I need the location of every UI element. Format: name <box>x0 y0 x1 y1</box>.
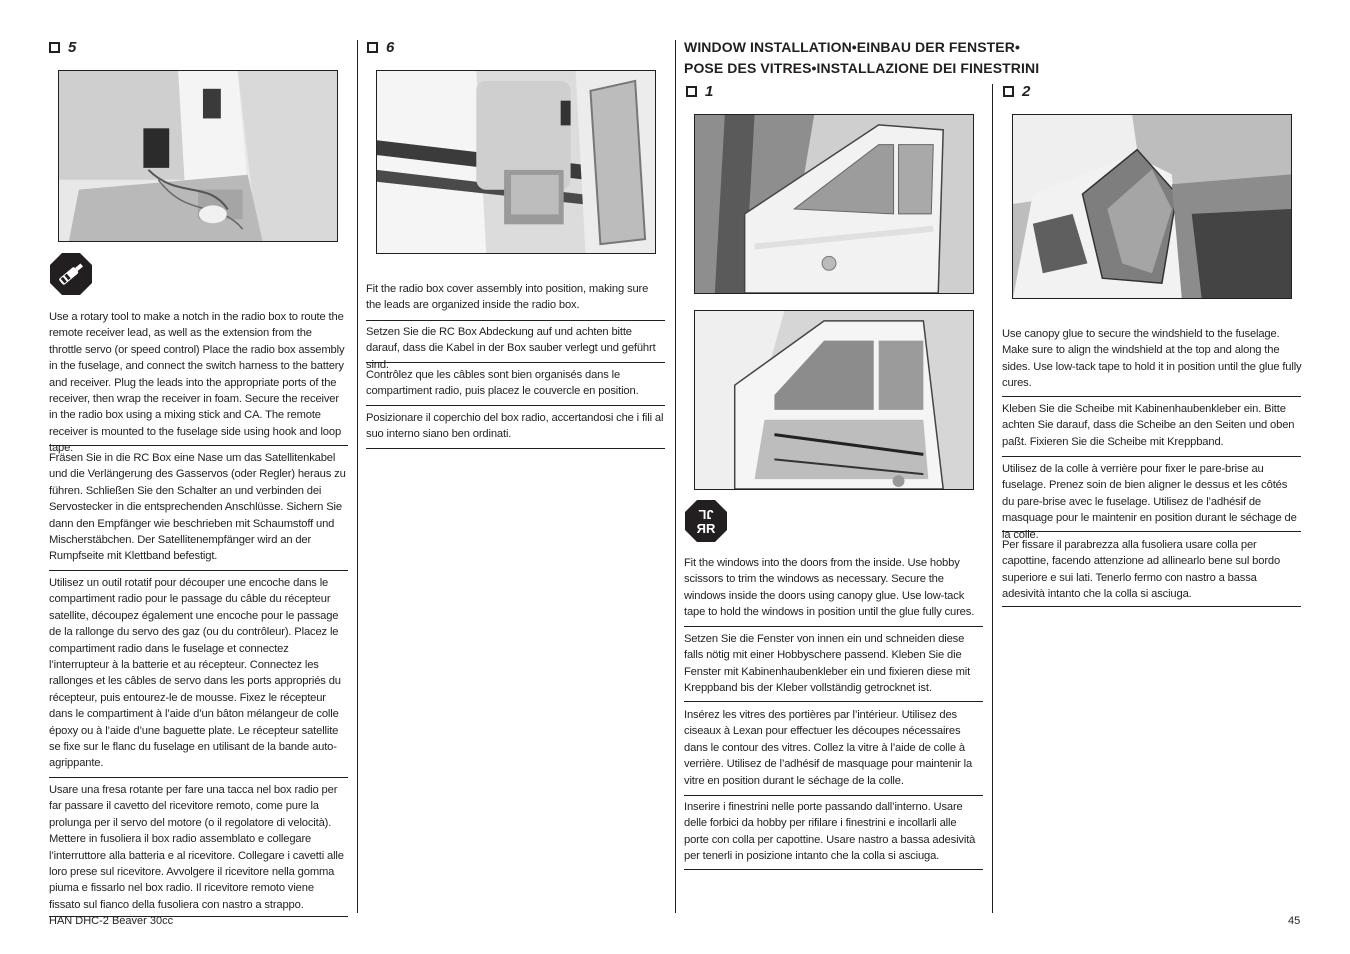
scissors-icon <box>685 500 727 542</box>
step-number: 6 <box>386 39 395 56</box>
col1-divider <box>49 445 348 446</box>
col4-text-fr: Utilisez de la colle à verrière pour fixer le pare-brise au fuselage. Prenez soin de bien aligner le dessus et les côtés du pare-brise avec le fuselage. Utilisez de l’adhésif de masquage pour le maintenir en position durant le séchage de la colle. <box>1002 463 1297 541</box>
col2-text-en: Fit the radio box cover assembly into position, making sure the leads are organized inside the radio box. <box>366 283 649 312</box>
col3-text-en: Fit the windows into the doors from the inside. Use hobby scissors to trim the windows as necessary. Secure the windows inside the doors using canopy glue. Use low-tack tape to hold the windows in position until the glue fully cures. <box>684 557 975 619</box>
col4-divider <box>1002 456 1301 457</box>
col1-text-en: Use a rotary tool to make a notch in the radio box to route the remote receiver lead, as well as the extension from the throttle servo (or speed control) Place the radio box assembly in the fuselage, and connect the switch harness to the battery and receiver. Plug the leads into the appropriate ports of the receiver, then wrap the receiver in foam. Secure the receiver in the radio box using a mixing stick and CA. The remote receiver is mounted to the fuselage side using hook and loop tape. <box>49 311 345 455</box>
section-heading <box>684 37 1039 79</box>
rotary-tool-icon <box>50 253 92 295</box>
step-5-marker <box>49 39 76 56</box>
col2-text-it: Posizionare il coperchio del box radio, accertandosi che i fili al suo interno siano ben ordinati. <box>366 412 664 441</box>
col3-divider <box>684 795 983 796</box>
col1-text-it: Usare una fresa rotante per fare una tacca nel box radio per far passare il cavetto del ricevitore remoto, come pure la prolunga per il servo del motore (o il regolatore di velocità). Mettere in fusoliera il box radio assemblato e collegare l’interruttore alla batteria e al ricevitore. Collegare i cavetti alle loro prese sul ricevitore. Avvolgere il ricevitore nella gomma piuma e fissarlo nel box radio. Il ricevitore remoto viene fissato sul fianco della fusoliera con nastro a strappo. <box>49 784 344 911</box>
svg-text:JL: JL <box>698 507 714 522</box>
column-separator <box>675 40 676 913</box>
col4-divider <box>1002 396 1301 397</box>
svg-text:ЯR: ЯR <box>696 521 716 536</box>
column-separator <box>992 84 993 913</box>
col2-divider <box>366 405 665 406</box>
photo-radio-box <box>58 70 338 242</box>
col4-text-de: Kleben Sie die Scheibe mit Kabinenhaubenkleber ein. Bitte achten Sie darauf, dass die Scheibe an den Seiten und oben paßt. Fixieren Sie die Scheibe mit Kreppband. <box>1002 403 1295 448</box>
col1-text-fr: Utilisez un outil rotatif pour découper une encoche dans le compartiment radio pour le passage du câble du récepteur satellite, découpez également une encoche pour le passage de la rallonge du servo des gaz (ou du contrôleur). Placez le compartiment radio dans le fuselage et connectez l’interrupteur à la batterie et au récepteur. Connectez les rallonges et les câbles de servo dans les ports appropriés du récepteur, puis entourez-le de mousse. Fixez le récepteur dans le compartiment à l’aide d’un bâton mélangeur de colle époxy ou à l’aide d’une baguette plate. Le récepteur satellite se fixe sur le flanc du fuselage en utilisant de la bande auto-agrippante. <box>49 577 341 770</box>
step-6-marker <box>367 39 394 56</box>
section-heading-line1: WINDOW INSTALLATION•EINBAU DER FENSTER• <box>684 39 1020 55</box>
step-number: 5 <box>68 39 77 56</box>
col3-text-fr: Insérez les vitres des portières par l’intérieur. Utilisez des ciseaux à Lexan pour effectuer les découpes nécessaires dans le contour des vitres. Collez la vitre à l’aide de colle à verrière. Utilisez de l’adhésif de masquage pour maintenir la vitre en position durant le séchage de la colle. <box>684 709 973 787</box>
col4-text-it: Per fissare il parabrezza alla fusoliera usare colla per capottine, facendo attenzione ad allinearlo bene sul bordo superiore e sui lati. Tenerlo fermo con nastro a bassa adesività intanto che la colla si asciuga. <box>1002 539 1281 601</box>
column-separator <box>357 40 358 913</box>
photo-door-window-1 <box>694 114 974 294</box>
col3-divider <box>684 626 983 627</box>
col2-text-de: Setzen Sie die RC Box Abdeckung auf und achten bitte darauf, dass die Kabel in der Box sauber verlegt und geführt sind. <box>366 326 656 371</box>
col4-divider <box>1002 531 1301 532</box>
checkbox-icon <box>686 86 697 97</box>
col2-divider <box>366 320 665 321</box>
footer-title: HAN DHC-2 Beaver 30cc <box>49 915 174 927</box>
col2-divider <box>366 362 665 363</box>
col4-divider <box>1002 606 1301 607</box>
step-number: 2 <box>1022 83 1031 100</box>
col2-text-fr: Contrôlez que les câbles sont bien organisés dans le compartiment radio, puis placez le couvercle en position. <box>366 369 639 398</box>
section-heading-line2: POSE DES VITRES•INSTALLAZIONE DEI FINESTRINI <box>684 60 1040 76</box>
step-1-marker <box>686 83 713 100</box>
checkbox-icon <box>1003 86 1014 97</box>
checkbox-icon <box>367 42 378 53</box>
col1-divider <box>49 570 348 571</box>
step-2-marker <box>1003 83 1030 100</box>
col4-text-en: Use canopy glue to secure the windshield to the fuselage. Make sure to align the windshield at the top and along the sides. Use low-tack tape to hold it in position until the glue fully cures. <box>1002 328 1302 390</box>
photo-door-window-2 <box>694 310 974 490</box>
checkbox-icon <box>49 42 60 53</box>
col3-text-it: Inserire i finestrini nelle porte passando dall’interno. Usare delle forbici da hobby per rifilare i finestrini e incollarli alle porte con colla per capottine. Usare nastro a bassa adesività per tenerli in posizione intanto che la colla si asciuga. <box>684 801 976 863</box>
col3-divider <box>684 701 983 702</box>
col2-divider <box>366 448 665 449</box>
col1-divider <box>49 777 348 778</box>
photo-radio-box-cover <box>376 70 656 254</box>
step-number: 1 <box>705 83 714 100</box>
photo-windshield <box>1012 114 1292 299</box>
col3-text-de: Setzen Sie die Fenster von innen ein und schneiden diese falls nötig mit einer Hobbyschere passend. Kleben Sie die Fenster mit Kabinenhaubenkleber ein und fixieren diese mit Kreppband bis der Kleber vollständig getrocknet ist. <box>684 633 971 695</box>
col1-text-de: Fräsen Sie in die RC Box eine Nase um das Satellitenkabel und die Verlängerung des Gasservos (oder Regler) heraus zu führen. Schließen Sie den Schalter an und verbinden dei Servostecker in die entsprechenden Anschlüsse. Sichern Sie dann den Empfänger wie beschrieben mit Schaumstoff und Mischerstäbchen. Der Satellitenempfänger wird an der Rumpfseite mit Klettband befestigt. <box>49 452 346 563</box>
page-number: 45 <box>1288 915 1301 927</box>
col3-divider <box>684 869 983 870</box>
